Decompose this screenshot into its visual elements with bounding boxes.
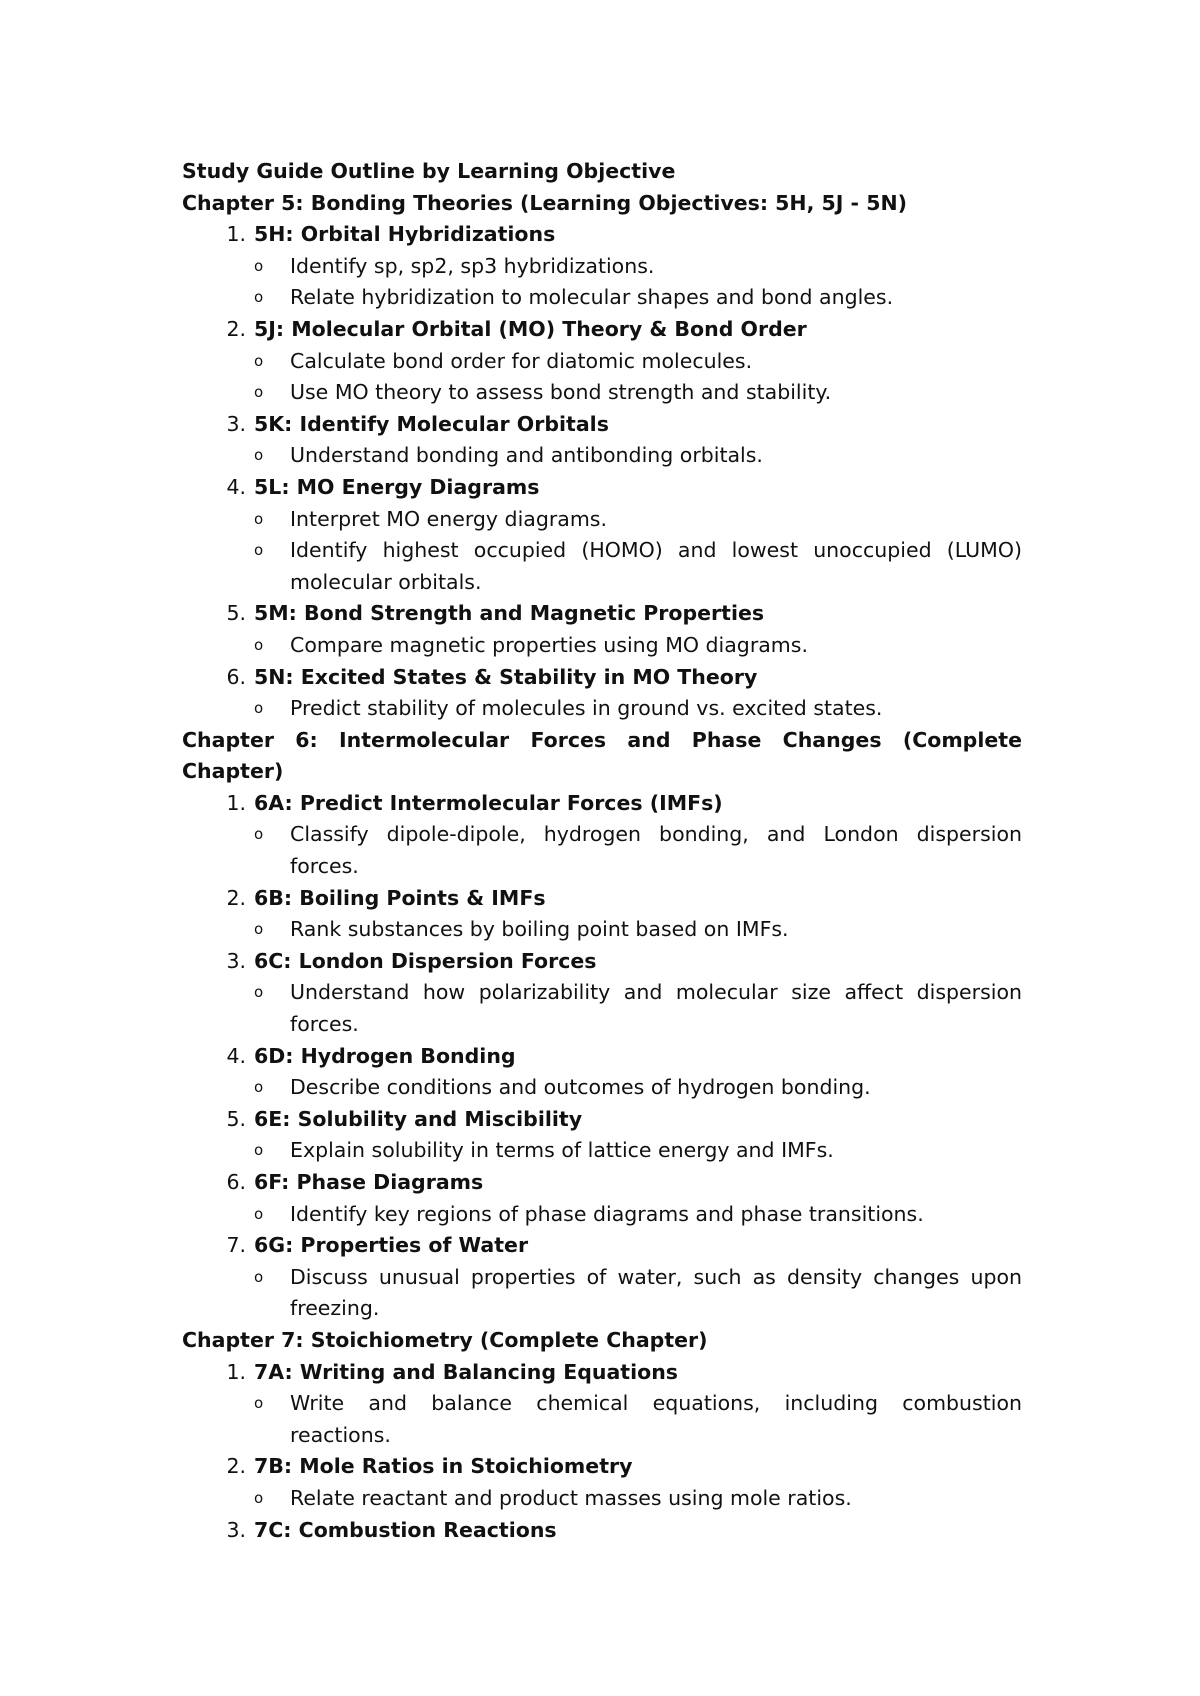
detail-text: Compare magnetic properties using MO diagrams. — [290, 632, 808, 657]
detail-item — [254, 914, 1022, 946]
detail-list — [254, 977, 1022, 1040]
objective-item — [182, 219, 1022, 314]
detail-item — [254, 1483, 1022, 1515]
detail-list — [254, 1388, 1022, 1451]
circle-bullet-icon: o — [254, 699, 264, 718]
circle-bullet-icon: o — [254, 1394, 264, 1413]
detail-item — [254, 819, 1022, 882]
chapter-heading: Chapter 6: Intermolecular Forces and Phase Changes (Complete Chapter) — [182, 727, 1022, 784]
circle-bullet-icon: o — [254, 1267, 264, 1286]
objective-title: 6A: Predict Intermolecular Forces (IMFs) — [254, 790, 723, 815]
detail-text: Discuss unusual properties of water, such as density changes upon freezing. — [290, 1264, 1022, 1321]
circle-bullet-icon: o — [254, 825, 264, 844]
detail-text: Identify key regions of phase diagrams and phase transitions. — [290, 1201, 924, 1226]
detail-list — [254, 630, 1022, 662]
detail-item — [254, 630, 1022, 662]
chapter-section — [182, 725, 1022, 1325]
objective-number: 2. — [226, 1454, 246, 1479]
objective-title: 7C: Combustion Reactions — [254, 1517, 557, 1542]
detail-item — [254, 1199, 1022, 1231]
detail-list — [254, 1199, 1022, 1231]
detail-text: Calculate bond order for diatomic molecules. — [290, 348, 753, 373]
objective-item — [182, 1451, 1022, 1514]
detail-text: Interpret MO energy diagrams. — [290, 506, 607, 531]
objective-title: 5L: MO Energy Diagrams — [254, 474, 540, 499]
objective-item — [182, 598, 1022, 661]
detail-text: Identify highest occupied (HOMO) and lowest unoccupied (LUMO) molecular orbitals. — [290, 538, 1022, 594]
document-title: Study Guide Outline by Learning Objective — [182, 159, 676, 183]
objective-number: 1. — [226, 222, 246, 247]
chapter-section — [182, 1325, 1022, 1546]
objective-number: 2. — [226, 316, 246, 341]
objective-title: 6C: London Dispersion Forces — [254, 948, 597, 973]
detail-text: Explain solubility in terms of lattice energy and IMFs. — [290, 1138, 834, 1163]
detail-text: Rank substances by boiling point based on IMFs. — [290, 917, 789, 942]
circle-bullet-icon: o — [254, 1141, 264, 1160]
objective-title: 6F: Phase Diagrams — [254, 1170, 484, 1194]
detail-item — [254, 977, 1022, 1040]
objective-item — [182, 1357, 1022, 1452]
objective-item — [182, 946, 1022, 1041]
objective-list — [182, 219, 1022, 725]
objective-item — [182, 1104, 1022, 1167]
circle-bullet-icon: o — [254, 983, 264, 1002]
circle-bullet-icon: o — [254, 1204, 264, 1223]
chapter-heading: Chapter 7: Stoichiometry (Complete Chapter) — [182, 1327, 708, 1352]
objective-title: 6G: Properties of Water — [254, 1233, 529, 1258]
objective-list — [182, 788, 1022, 1325]
objective-item — [182, 409, 1022, 472]
detail-list — [254, 251, 1022, 314]
detail-text: Predict stability of molecules in ground vs. excited states. — [290, 696, 883, 721]
circle-bullet-icon: o — [254, 446, 264, 465]
detail-list — [254, 819, 1022, 882]
chapter-heading: Chapter 5: Bonding Theories (Learning Objectives: 5H, 5J - 5N) — [182, 190, 907, 215]
chapter-list — [182, 188, 1022, 1547]
objective-number: 6. — [226, 664, 246, 689]
detail-text: Relate reactant and product masses using mole ratios. — [290, 1485, 852, 1510]
detail-item — [254, 693, 1022, 725]
detail-list — [254, 440, 1022, 472]
circle-bullet-icon: o — [254, 509, 264, 528]
detail-item — [254, 1135, 1022, 1167]
objective-number: 3. — [226, 948, 246, 973]
objective-title: 5H: Orbital Hybridizations — [254, 222, 556, 247]
detail-item — [254, 251, 1022, 283]
detail-list — [254, 1483, 1022, 1515]
detail-item — [254, 440, 1022, 472]
detail-item — [254, 1072, 1022, 1104]
objective-list — [182, 1357, 1022, 1547]
detail-list — [254, 346, 1022, 409]
objective-title: 5N: Excited States & Stability in MO Theory — [254, 664, 758, 689]
objective-title: 6E: Solubility and Miscibility — [254, 1106, 583, 1131]
objective-number: 1. — [226, 790, 246, 815]
detail-list — [254, 504, 1022, 599]
detail-item — [254, 282, 1022, 314]
objective-number: 5. — [226, 1106, 246, 1131]
detail-item — [254, 1262, 1022, 1325]
objective-number: 3. — [226, 411, 246, 436]
objective-item — [182, 1041, 1022, 1104]
detail-list — [254, 1135, 1022, 1167]
objective-title: 7A: Writing and Balancing Equations — [254, 1359, 679, 1384]
circle-bullet-icon: o — [254, 383, 264, 402]
objective-title: 5M: Bond Strength and Magnetic Properties — [254, 601, 765, 626]
document-body — [182, 156, 1022, 1546]
detail-text: Identify sp, sp2, sp3 hybridizations. — [290, 253, 655, 278]
objective-number: 2. — [226, 885, 246, 910]
circle-bullet-icon: o — [254, 1488, 264, 1507]
objective-number: 4. — [226, 474, 246, 499]
detail-text: Write and balance chemical equations, including combustion reactions. — [290, 1391, 1022, 1447]
circle-bullet-icon: o — [254, 920, 264, 939]
objective-number: 1. — [226, 1359, 246, 1384]
objective-number: 7. — [226, 1233, 246, 1258]
objective-item — [182, 314, 1022, 409]
objective-number: 4. — [226, 1043, 246, 1068]
objective-number: 3. — [226, 1517, 246, 1542]
circle-bullet-icon: o — [254, 635, 264, 654]
detail-text: Classify dipole-dipole, hydrogen bonding, and London dispersion forces. — [290, 822, 1022, 879]
detail-list — [254, 1072, 1022, 1104]
objective-title: 7B: Mole Ratios in Stoichiometry — [254, 1454, 633, 1479]
objective-title: 6D: Hydrogen Bonding — [254, 1043, 516, 1068]
objective-number: 5. — [226, 601, 246, 626]
detail-text: Describe conditions and outcomes of hydrogen bonding. — [290, 1075, 871, 1100]
detail-text: Use MO theory to assess bond strength and stability. — [290, 380, 832, 405]
objective-title: 5K: Identify Molecular Orbitals — [254, 411, 609, 436]
detail-item — [254, 1388, 1022, 1451]
objective-item — [182, 788, 1022, 883]
objective-number: 6. — [226, 1170, 246, 1194]
detail-text: Understand how polarizability and molecular size affect dispersion forces. — [290, 980, 1022, 1037]
circle-bullet-icon: o — [254, 256, 264, 275]
objective-item — [182, 662, 1022, 725]
detail-text: Relate hybridization to molecular shapes and bond angles. — [290, 285, 894, 310]
detail-item — [254, 377, 1022, 409]
circle-bullet-icon: o — [254, 351, 264, 370]
detail-item — [254, 535, 1022, 598]
chapter-section — [182, 188, 1022, 725]
objective-item — [182, 1167, 1022, 1230]
objective-item — [182, 472, 1022, 598]
detail-list — [254, 914, 1022, 946]
detail-text: Understand bonding and antibonding orbitals. — [290, 443, 763, 468]
circle-bullet-icon: o — [254, 288, 264, 307]
circle-bullet-icon: o — [254, 541, 264, 560]
detail-item — [254, 346, 1022, 378]
detail-list — [254, 693, 1022, 725]
objective-item — [182, 1515, 1022, 1547]
detail-list — [254, 1262, 1022, 1325]
objective-title: 6B: Boiling Points & IMFs — [254, 885, 546, 910]
circle-bullet-icon: o — [254, 1078, 264, 1097]
objective-item — [182, 1230, 1022, 1325]
objective-title: 5J: Molecular Orbital (MO) Theory & Bond Order — [254, 316, 807, 341]
objective-item — [182, 883, 1022, 946]
detail-item — [254, 504, 1022, 536]
